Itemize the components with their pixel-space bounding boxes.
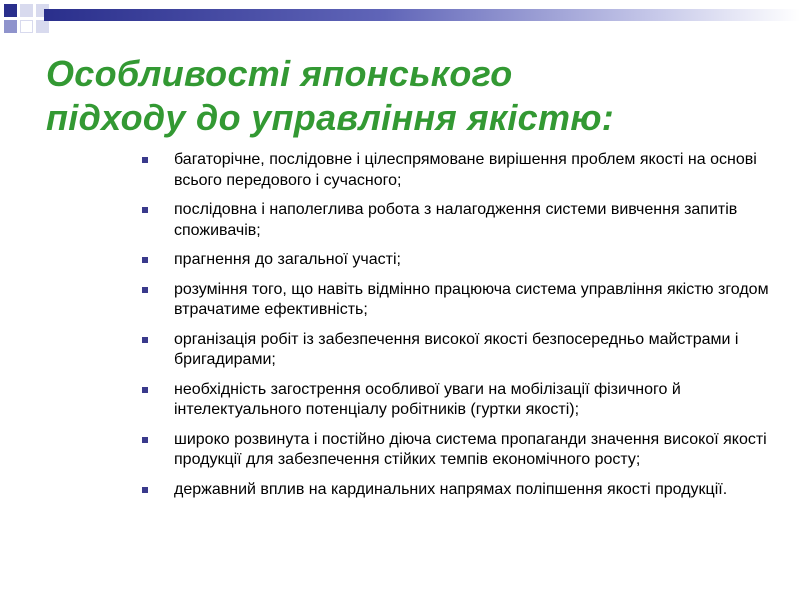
list-item-text: розуміння того, що навіть відмінно працююча система управління якістю згодом втрачатиме ефективність; (174, 280, 769, 318)
list-item (140, 480, 780, 501)
bullet-square-icon (142, 287, 148, 293)
slide-title-line-2: підходу до управління якістю: (46, 97, 615, 138)
bullet-square-icon (142, 207, 148, 213)
list-item-text: державний вплив на кардинальних напрямах поліпшення якості продукції. (174, 480, 728, 498)
decor-square (20, 20, 33, 33)
bullet-square-icon (142, 157, 148, 163)
list-item (140, 150, 780, 191)
decor-square (4, 20, 17, 33)
decorative-header-band (0, 0, 800, 40)
list-item-text: необхідність загострення особливої уваги на мобілізації фізичного й інтелектуального потенціалу робітників (гуртки якості); (174, 380, 681, 418)
bullet-square-icon (142, 387, 148, 393)
header-gradient-bar (44, 9, 800, 21)
slide-title-line-1: Особливості японського (46, 53, 513, 94)
slide-title (46, 52, 776, 140)
list-item-text: організація робіт із забезпечення високої якості безпосередньо майстрами і бригадирами; (174, 330, 739, 368)
bullet-square-icon (142, 487, 148, 493)
bullet-square-icon (142, 257, 148, 263)
list-item (140, 250, 780, 271)
list-item-text: прагнення до загальної участі; (174, 251, 401, 268)
list-item-text: багаторічне, послідовне і цілеспрямоване вирішення проблем якості на основі всього передового і сучасного; (174, 151, 757, 189)
decor-square (4, 4, 17, 17)
decor-square (36, 20, 49, 33)
list-item (140, 200, 780, 241)
decor-square (20, 4, 33, 17)
list-item (140, 330, 780, 371)
list-item (140, 280, 780, 321)
bullet-square-icon (142, 337, 148, 343)
bullet-square-icon (142, 437, 148, 443)
list-item-text: широко розвинута і постійно діюча система пропаганди значення високої якості продукції для забезпечення стійких темпів економічного росту; (174, 430, 767, 468)
bullet-list (140, 150, 780, 509)
list-item (140, 430, 780, 471)
list-item-text: послідовна і наполеглива робота з налагодження системи вивчення запитів споживачів; (174, 201, 738, 239)
list-item (140, 380, 780, 421)
